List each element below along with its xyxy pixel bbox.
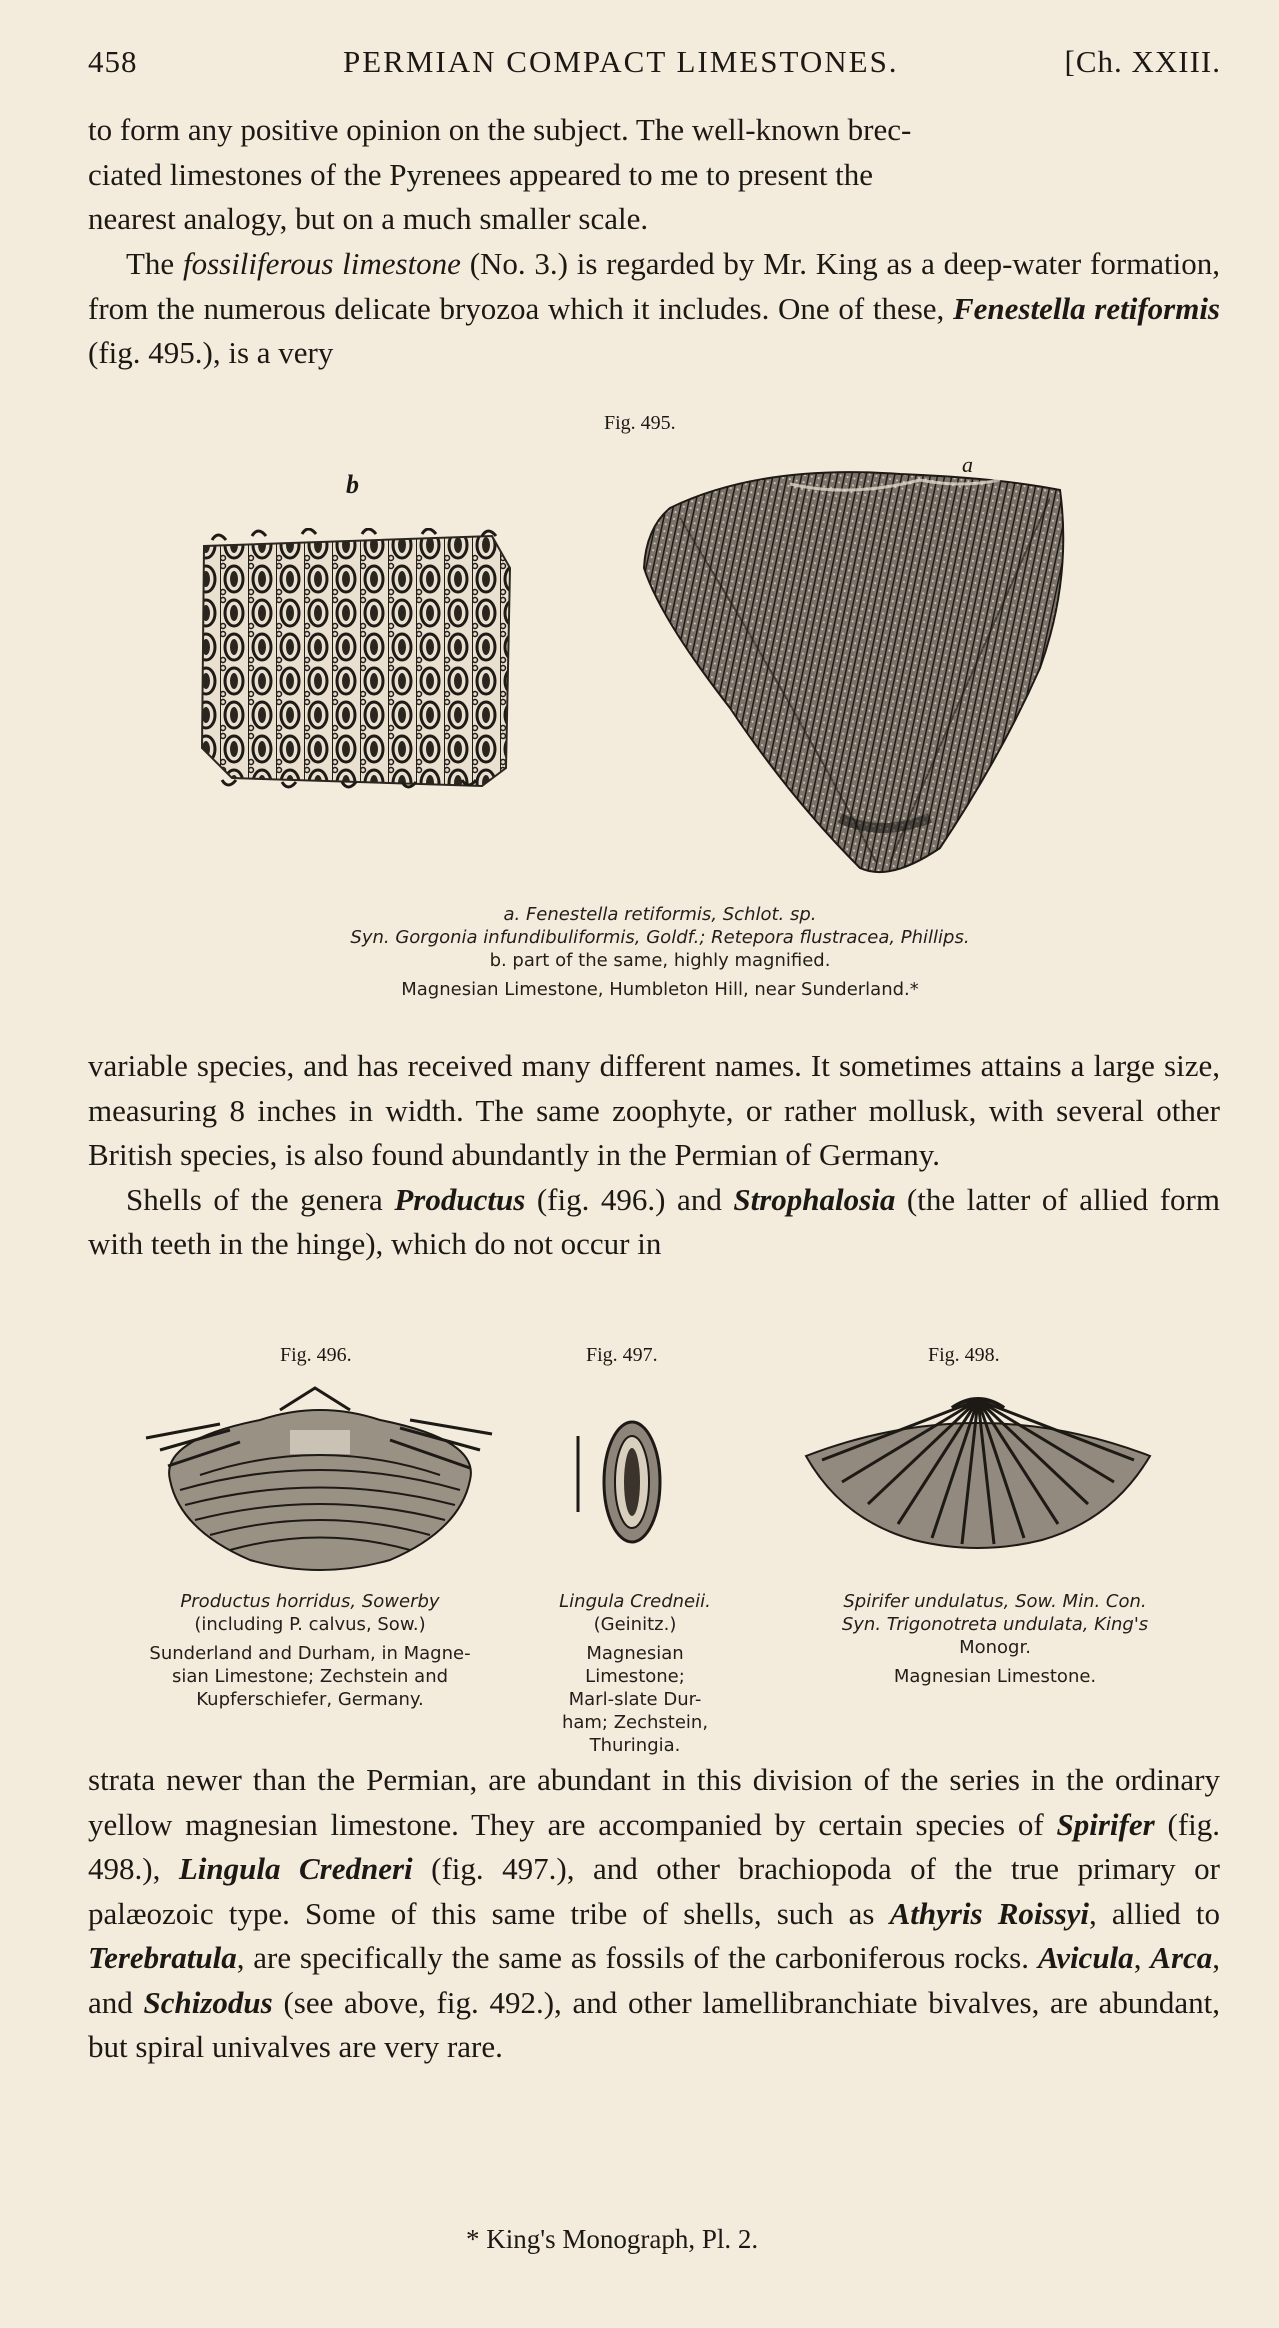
paragraph-1-line-3: nearest analogy, but on a much smaller scale. xyxy=(88,201,649,236)
fig-497-caption-line-6: ham; Zechstein, xyxy=(561,1712,709,1733)
fig-497-lingula-shell xyxy=(572,1412,672,1552)
p2-text-3: (fig. 495.), is a very xyxy=(88,335,334,370)
fig-498-caption-line-1: Spirifer undulatus, Sow. Min. Con. xyxy=(843,1591,1147,1612)
p5-italic-athyris: Athyris Roissyi xyxy=(889,1895,1090,1931)
fig-495-letter-b: b xyxy=(346,470,359,499)
p2-italic-fossiliferous: fossiliferous limestone xyxy=(182,246,461,281)
running-header xyxy=(88,44,1221,84)
fig-495-caption-line-2: Syn. Gorgonia infundibuliformis, Goldf.; Retepora flustracea, Phillips. xyxy=(350,927,970,948)
fig-496-caption-line-1: Productus horridus, Sowerby xyxy=(180,1591,440,1612)
chapter-marker: [Ch. XXIII. xyxy=(1064,44,1221,79)
fig-495a-fenestella-fan xyxy=(640,458,1076,884)
p5-text-5: , are specifically the same as fossils of the carboniferous rocks. xyxy=(236,1940,1038,1975)
paragraph-1-line-2: ciated limestones of the Pyrenees appeared to me to present the xyxy=(88,156,874,192)
p4-text-3: (the latter of allied form with teeth in the hinge), which do not occur in xyxy=(88,1181,1220,1261)
paragraph-1 xyxy=(88,108,1220,242)
fig-495-caption-line-3: b. part of the same, highly magnified. xyxy=(489,950,831,971)
p5-italic-terebratula: Terebratula xyxy=(88,1940,237,1975)
fig-496-caption-line-2: (including P. calvus, Sow.) xyxy=(194,1614,426,1635)
fig-496-caption-line-3: Sunderland and Durham, in Magne- xyxy=(149,1643,471,1664)
running-title: PERMIAN COMPACT LIMESTONES. xyxy=(343,44,899,79)
fig-495b-magnified-mesh xyxy=(192,528,518,790)
p5-text-7: , and xyxy=(88,1940,1221,2020)
footnote: * King's Monograph, Pl. 2. xyxy=(466,2224,759,2254)
fig-497-caption xyxy=(520,1590,750,1757)
paragraph-3-text: variable species, and has received many different names. It sometimes attains a large size, measuring 8 inches in width. The same zoophyte, or rather mollusk, with several other British species, is also found abundantly in the Permian of Germany. xyxy=(88,1048,1220,1172)
fig-497-caption-line-3: Magnesian xyxy=(586,1643,684,1664)
fig-497-caption-line-1: Lingula Credneii. xyxy=(559,1591,711,1612)
p5-italic-lingula: Lingula Credneri xyxy=(178,1851,413,1886)
p4-italic-strophalosia: Strophalosia xyxy=(733,1181,896,1217)
paragraph-5 xyxy=(88,1758,1220,2070)
fig-495-label: Fig. 495. xyxy=(604,412,676,434)
fig-497-label: Fig. 497. xyxy=(586,1344,658,1366)
fig-497-caption-line-5: Marl-slate Dur- xyxy=(568,1689,702,1710)
fig-495-caption-line-1: a. Fenestella retiformis, Schlot. sp. xyxy=(503,904,817,925)
p5-text-4: , allied to xyxy=(1089,1895,1220,1931)
fig-496-caption-line-5: Kupferschiefer, Germany. xyxy=(196,1689,424,1710)
fig-496-caption-line-4: sian Limestone; Zechstein and xyxy=(171,1666,449,1687)
fig-496-productus-shell xyxy=(140,1380,502,1576)
p4-text-2: (fig. 496.) and xyxy=(525,1181,734,1217)
paragraph-1-line-1: to form any positive opinion on the subject. The well-known brec- xyxy=(88,112,912,147)
fig-497-caption-line-2: (Geinitz.) xyxy=(593,1614,677,1635)
p5-text-3: (fig. 497.), and other brachiopoda of the true primary or palæozoic type. Some of this same tribe of shells, such as xyxy=(88,1851,1220,1931)
fig-498-caption-line-4: Magnesian Limestone. xyxy=(893,1666,1097,1687)
paragraph-4 xyxy=(88,1178,1220,1267)
fig-498-spirifer-shell xyxy=(802,1380,1154,1556)
page-number: 458 xyxy=(88,44,138,79)
p4-italic-productus: Productus xyxy=(394,1181,526,1217)
p2-text-2: (No. 3.) is regarded by Mr. King as a deep-water formation, from the numerous delicate bryozoa which it includes. One of these, xyxy=(88,246,1220,326)
paragraph-2 xyxy=(88,242,1220,376)
p5-italic-spirifer: Spirifer xyxy=(1056,1806,1155,1842)
p5-italic-arca: Arca xyxy=(1150,1940,1213,1975)
p2-italic-fenestella: Fenestella retiformis xyxy=(953,290,1220,326)
fig-495-letter-a: a xyxy=(962,452,973,477)
p2-text-1: The xyxy=(126,246,183,281)
p5-text-8: (see above, fig. 492.), and other lamellibranchiate bivalves, are abundant, but spiral univalves are very rare. xyxy=(88,1984,1220,2064)
fig-498-caption-line-3: Monogr. xyxy=(959,1637,1031,1658)
fig-497-caption-line-4: Limestone; xyxy=(585,1666,685,1687)
p5-text-2: (fig. 498.), xyxy=(88,1806,1221,1886)
fig-496-caption xyxy=(92,1590,528,1711)
p5-text-1: strata newer than the Permian, are abundant in this division of the series in the ordinary yellow magnesian limestone. They are accompanied by certain species of xyxy=(88,1762,1220,1842)
fig-497-caption-line-7: Thuringia. xyxy=(589,1735,681,1756)
p5-text-6: , xyxy=(1133,1940,1151,1975)
p5-italic-avicula: Avicula xyxy=(1037,1940,1134,1975)
fig-496-label: Fig. 496. xyxy=(280,1344,352,1366)
p4-text-1: Shells of the genera xyxy=(126,1181,395,1217)
paragraph-3 xyxy=(88,1044,1220,1267)
fig-498-caption xyxy=(778,1590,1212,1688)
fig-495-caption-line-4: Magnesian Limestone, Humbleton Hill, near Sunderland.* xyxy=(401,979,919,1000)
fig-498-label: Fig. 498. xyxy=(928,1344,1000,1366)
fig-495-caption xyxy=(240,903,1080,1001)
fig-498-caption-line-2: Syn. Trigonotreta undulata, King's xyxy=(841,1614,1149,1635)
p5-italic-schizodus: Schizodus xyxy=(143,1984,273,2020)
